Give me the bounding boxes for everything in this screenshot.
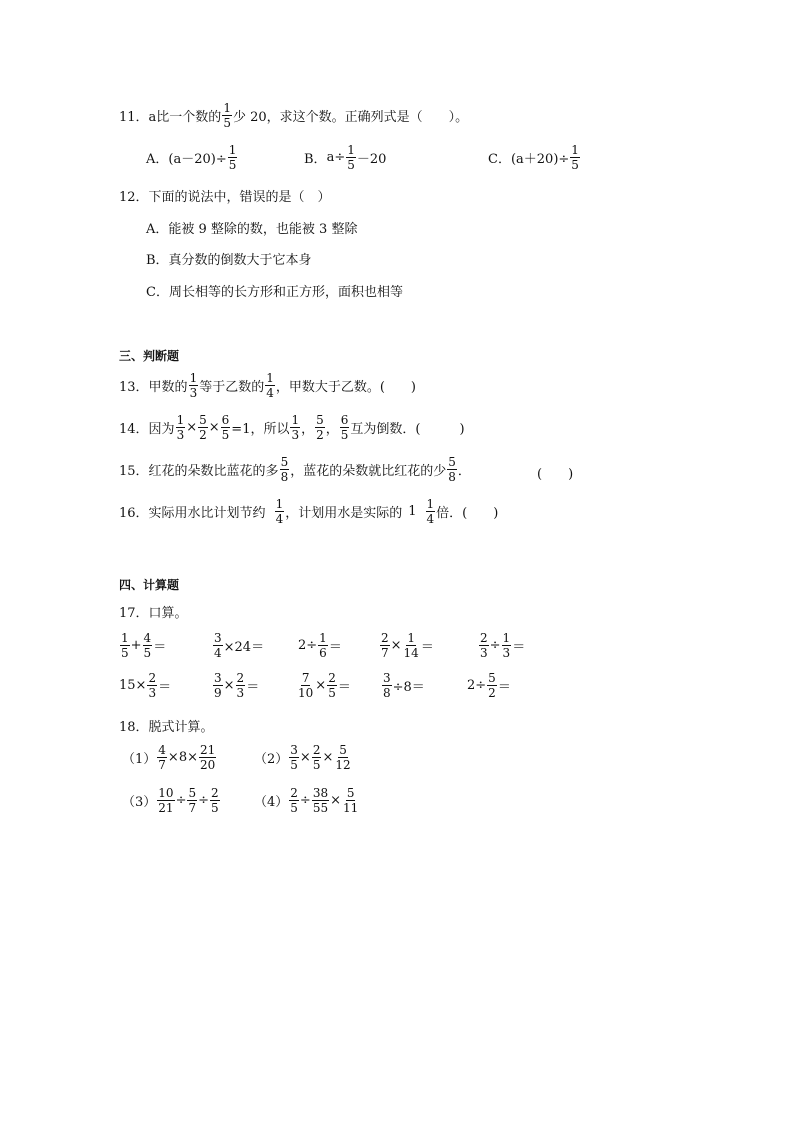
q18-item-3: （3） $\frac{10}{21}$ ÷ $\frac{5}{7}$ ÷ $\frac{2}{5}$ (122, 786, 219, 815)
fraction: $\frac{6}{5}$ (340, 413, 349, 442)
fraction: $\frac{2}{3}$ (236, 671, 245, 700)
fraction: $\frac{4}{7}$ (158, 743, 166, 772)
q17-r1-e4: $\frac{2}{7}$ × $\frac{1}{14}$ ＝ (381, 631, 434, 660)
q15-stem: 15． 红花的朵数比蓝花的多 $\frac{5}{8}$ ，蓝花的朵数就比红花的少 $\frac{5}{8}$ ． (119, 455, 471, 484)
fraction: $\frac{2}{5}$ (312, 743, 321, 772)
q15-answer-paren[interactable]: ( ) (537, 467, 574, 482)
fraction: $\frac{38}{55}$ (312, 786, 329, 815)
q11-text-1: a比一个数的 (148, 110, 222, 125)
q18-item-2: （2） $\frac{3}{5}$ × $\frac{2}{5}$ × $\frac{5}{12}$ (254, 743, 351, 772)
q16-stem: 16． 实际用水比计划节约 $\frac{1}{4}$ ，计划用水是实际的 1 $\frac{1}{4}$ 倍．( ) (119, 497, 499, 526)
fraction: $\frac{2}{5}$ (211, 786, 219, 815)
q14-stem: 14． 因为 $\frac{1}{3}$ × $\frac{5}{2}$ × $\frac{6}{5}$ =1，所以 $\frac{1}{3}$ ， $\frac{5}{2}$ ， $\frac{6}{5}$ 互为倒数．( ) (119, 413, 465, 442)
fraction: $\frac{2}{5}$ (290, 786, 298, 815)
fraction: $\frac{5}{2}$ (488, 671, 496, 700)
fraction: $\frac{3}{4}$ (214, 631, 222, 660)
fraction: $\frac{2}{3}$ (480, 631, 488, 660)
fraction: $\frac{1}{5}$ (571, 143, 579, 172)
fraction: $\frac{1}{5}$ (347, 143, 355, 172)
fraction: $\frac{1}{14}$ (403, 631, 419, 660)
fraction: $\frac{2}{5}$ (328, 671, 336, 700)
q18-stem: 18． 脱式计算。 (119, 720, 214, 735)
fraction: $\frac{5}{12}$ (335, 743, 351, 772)
section-heading-calculation: 四、计算题 (119, 578, 180, 592)
q12-text: 下面的说法中，错误的是（ ） (148, 190, 331, 205)
fraction: $\frac{5}{2}$ (316, 413, 324, 442)
fraction: $\frac{21}{20}$ (199, 743, 216, 772)
fraction: $\frac{1}{6}$ (319, 631, 327, 660)
fraction: $\frac{1}{3}$ (176, 413, 185, 442)
q12-stem (119, 186, 331, 205)
fraction: $\frac{3}{9}$ (214, 671, 222, 700)
fraction: $\frac{5}{2}$ (199, 413, 207, 442)
fraction: $\frac{7}{10}$ (298, 671, 314, 700)
fraction: $\frac{1}{5}$ (121, 631, 129, 660)
q11-text-2: 少 20，求这个数。正确列式是（ ）。 (232, 110, 469, 125)
fraction: $\frac{1}{3}$ (291, 413, 300, 442)
section-heading-judgement: 三、判断题 (119, 349, 180, 363)
fraction: $\frac{5}{11}$ (343, 786, 359, 815)
q18-item-4: （4） $\frac{2}{5}$ ÷ $\frac{38}{55}$ × $\frac{5}{11}$ (254, 786, 359, 815)
q17-r2-e5: 2÷ $\frac{5}{2}$ ＝ (467, 671, 511, 700)
fraction: $\frac{1}{4}$ (426, 497, 435, 526)
fraction: $\frac{3}{5}$ (290, 743, 298, 772)
fraction: $\frac{3}{8}$ (383, 671, 391, 700)
fraction: $\frac{5}{7}$ (188, 786, 197, 815)
fraction: $\frac{1}{4}$ (275, 497, 284, 526)
q17-r1-e5: $\frac{2}{3}$ ÷ $\frac{1}{3}$ ＝ (480, 631, 526, 660)
q12-option-a[interactable]: A．能被 9 整除的数，也能被 3 整除 (146, 222, 358, 237)
q17-r1-e1: $\frac{1}{5}$ + $\frac{4}{5}$ ＝ (121, 631, 167, 660)
fraction: $\frac{5}{8}$ (280, 455, 289, 484)
fraction: $\frac{1}{4}$ (266, 371, 274, 400)
q11-option-b[interactable]: B． a÷ $\frac{1}{5}$ －20 (304, 143, 387, 172)
fraction: $\frac{1}{5}$ (228, 143, 237, 172)
q17-r2-e4: $\frac{3}{8}$ ÷8＝ (383, 671, 425, 700)
q12-number: 12． (119, 190, 149, 205)
q11-stem (119, 102, 468, 129)
q11-option-a[interactable]: A． (a－20)÷ $\frac{1}{5}$ (146, 143, 237, 172)
q11-number: 11． (119, 110, 149, 125)
fraction: $\frac{2}{7}$ (381, 631, 389, 660)
fraction: $\frac{6}{5}$ (221, 413, 230, 442)
fraction: $\frac{1}{3}$ (189, 371, 198, 400)
q12-option-b[interactable]: B．真分数的倒数大于它本身 (146, 253, 312, 268)
q17-r1-e2: $\frac{3}{4}$ ×24＝ (214, 631, 265, 660)
q12-option-c[interactable]: C．周长相等的长方形和正方形，面积也相等 (146, 285, 403, 300)
fraction: $\frac{5}{8}$ (448, 455, 456, 484)
fraction: $\frac{10}{21}$ (158, 786, 174, 815)
q11-option-c[interactable]: C． (a＋20)÷ $\frac{1}{5}$ (488, 143, 579, 172)
q17-r2-e1: 15× $\frac{2}{3}$ ＝ (119, 671, 172, 700)
q17-r2-e3: $\frac{7}{10}$ × $\frac{2}{5}$ ＝ (298, 671, 351, 700)
q13-stem: 13． 甲数的 $\frac{1}{3}$ 等于乙数的 $\frac{1}{4}$ ，甲数大于乙数。( ) (119, 371, 417, 400)
fraction: $\frac{4}{5}$ (143, 631, 152, 660)
q17-stem: 17． 口算。 (119, 606, 188, 621)
fraction: $\frac{2}{3}$ (148, 671, 157, 700)
fraction: $\frac{1}{5}$ (223, 101, 231, 130)
q18-item-1: （1） $\frac{4}{7}$ ×8× $\frac{21}{20}$ (122, 743, 216, 772)
q17-r2-e2: $\frac{3}{9}$ × $\frac{2}{3}$ ＝ (214, 671, 260, 700)
q17-r1-e3: 2÷ $\frac{1}{6}$ ＝ (298, 631, 342, 660)
fraction: $\frac{1}{3}$ (502, 631, 511, 660)
